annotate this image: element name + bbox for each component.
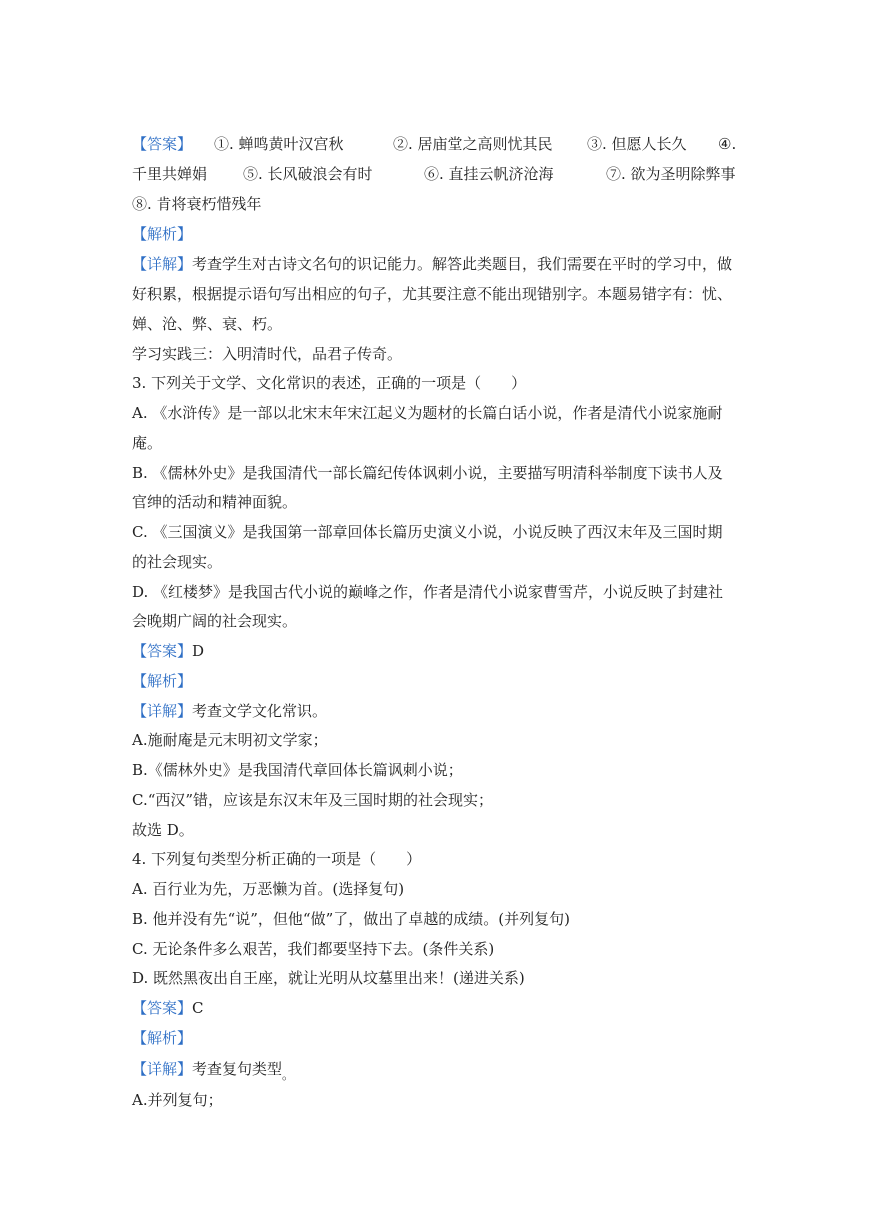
analysis-tag: 【解析】 [132,672,193,690]
answer-tag: 【答案】 [132,135,193,153]
option-b: B. 他并没有先“说”，但他“做”了，做出了卓越的成绩。(并列复句) [132,910,570,928]
answer-tag: 【答案】 [132,999,193,1017]
question-4-stem: 4. 下列复句类型分析正确的一项是（ ） [132,850,422,868]
detail-line [132,1059,295,1082]
answer-item: ⑦. 欲为圣明除弊事 [606,165,736,183]
answer-item: ①. 蝉鸣黄叶汉宫秋 [214,135,344,153]
answer-item: ②. 居庙堂之高则忧其民 [393,135,553,153]
option-c-cont: 的社会现实。 [132,553,223,571]
answer-row-3: ⑧. 肯将衰朽惜残年 [132,195,262,213]
option-c: C. 无论条件多么艰苦，我们都要坚持下去。(条件关系) [132,940,495,958]
answer-value: D [192,642,205,660]
detail-tag: 【详解】 [132,255,193,273]
analysis-tag: 【解析】 [132,1029,193,1047]
detail-line [132,254,732,274]
detail-tag: 【详解】 [132,702,193,720]
option-b: B. 《儒林外史》是我国清代一部长篇纪传体讽刺小说，主要描写明清科举制度下读书人及 [132,464,723,482]
answer-tag: 【答案】 [132,642,193,660]
answer-item: ④. [718,135,737,153]
answer-row-2 [132,164,742,184]
question-3-stem: 3. 下列关于文学、文化常识的表述，正确的一项是（ ） [132,374,527,392]
option-d-cont: 会晚期广阔的社会现实。 [132,612,298,630]
section-heading: 学习实践三：入明清时代，品君子传奇。 [132,345,403,363]
option-a: A. 《水浒传》是一部以北宋末年宋江起义为题材的长篇白话小说，作者是清代小说家施耐 [132,404,723,422]
detail-line: 好积累，根据提示语句写出相应的句子，尤其要注意不能出现错别字。本题易错字有：忧、 [132,285,733,303]
option-a-cont: 庵。 [132,434,163,452]
option-b-cont: 官绅的活动和精神面貌。 [132,493,298,511]
detail-text: 考查文学文化常识。 [192,702,328,720]
explanation-line: A.并列复句； [132,1091,223,1109]
answer-line [132,998,204,1018]
explanation-line: 故选 D。 [132,821,194,839]
explanation-line: C.“西汉”错，应该是东汉末年及三国时期的社会现实； [132,791,494,809]
explanation-line: A.施耐庵是元末明初文学家； [132,731,328,749]
option-c: C. 《三国演义》是我国第一部章回体长篇历史演义小说，小说反映了西汉末年及三国时期 [132,523,723,541]
answer-line [132,641,204,661]
answer-value: C [192,999,204,1017]
answer-row-1 [132,134,742,154]
detail-text: 考查学生对古诗文名句的识记能力。解答此类题目，我们需要在平时的学习中，做 [192,255,733,273]
analysis-tag: 【解析】 [132,225,193,243]
detail-end: 。 [282,1068,295,1082]
detail-tag: 【详解】 [132,1060,193,1078]
explanation-line: B.《儒林外史》是我国清代章回体长篇讽刺小说； [132,761,463,779]
detail-line [132,701,327,721]
detail-line: 婵、沧、弊、衰、朽。 [132,315,283,333]
answer-item: ⑤. 长风破浪会有时 [243,165,373,183]
answer-item: ③. 但愿人长久 [587,135,687,153]
option-d: D. 《红楼梦》是我国古代小说的巅峰之作，作者是清代小说家曹雪芹，小说反映了封建社 [132,583,724,601]
answer-item: ⑥. 直挂云帆济沧海 [424,165,554,183]
option-d: D. 既然黑夜出自王座，就让光明从坟墓里出来！(递进关系) [132,969,525,987]
option-a: A. 百行业为先，万恶懒为首。(选择复句) [132,880,405,898]
detail-text: 考查复句类型 [192,1060,283,1078]
answer-item: 千里共婵娟 [132,165,208,183]
